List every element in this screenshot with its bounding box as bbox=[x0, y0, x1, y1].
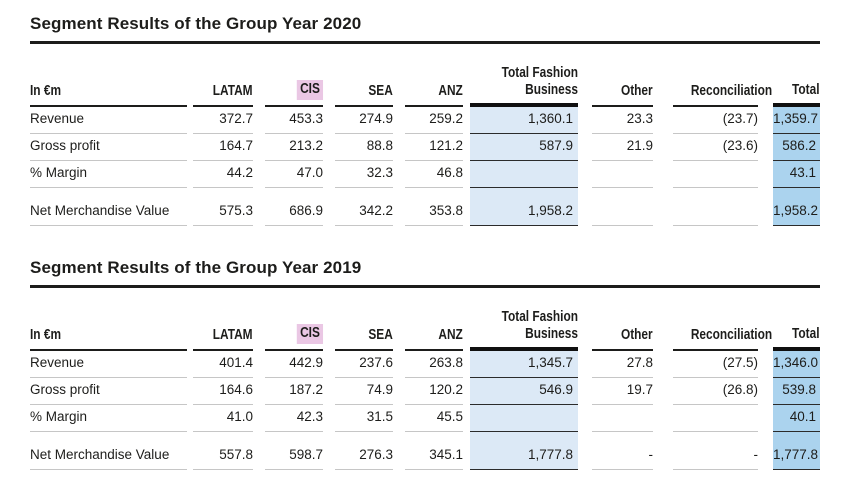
column-gap bbox=[578, 351, 592, 378]
column-header-latam: LATAM bbox=[193, 44, 253, 107]
value-cell: 259.2 bbox=[405, 107, 463, 134]
column-gap bbox=[393, 405, 405, 432]
column-gap bbox=[323, 351, 335, 378]
column-gap bbox=[578, 405, 592, 432]
column-gap bbox=[463, 161, 470, 188]
column-gap bbox=[253, 351, 265, 378]
value-cell: 43.1 bbox=[773, 161, 820, 188]
value-cell: 276.3 bbox=[335, 432, 393, 470]
row-label: Revenue bbox=[30, 351, 187, 378]
column-gap bbox=[653, 161, 673, 188]
row-label: Gross profit bbox=[30, 134, 187, 161]
column-gap bbox=[393, 351, 405, 378]
column-gap bbox=[653, 107, 673, 134]
value-cell bbox=[673, 188, 758, 226]
column-gap bbox=[653, 351, 673, 378]
value-cell: 587.9 bbox=[470, 134, 578, 161]
value-cell: 539.8 bbox=[773, 378, 820, 405]
value-cell: 187.2 bbox=[265, 378, 323, 405]
value-cell bbox=[673, 161, 758, 188]
unit-label: In €m bbox=[30, 288, 187, 351]
column-header-other: Other bbox=[592, 288, 653, 351]
column-gap bbox=[758, 188, 773, 226]
value-cell: 23.3 bbox=[592, 107, 653, 134]
column-gap bbox=[463, 44, 470, 107]
column-header-total: Total bbox=[773, 44, 820, 107]
column-gap bbox=[393, 107, 405, 134]
column-gap bbox=[323, 432, 335, 470]
row-label: Net Merchandise Value bbox=[30, 432, 187, 470]
column-header-anz: ANZ bbox=[405, 288, 463, 351]
value-cell: 74.9 bbox=[335, 378, 393, 405]
value-cell: 19.7 bbox=[592, 378, 653, 405]
table-row bbox=[30, 351, 820, 378]
table-row bbox=[30, 405, 820, 432]
column-header-cis bbox=[265, 44, 323, 107]
column-gap bbox=[578, 288, 592, 351]
column-gap bbox=[393, 432, 405, 470]
column-gap bbox=[253, 107, 265, 134]
row-label: % Margin bbox=[30, 161, 187, 188]
column-gap bbox=[463, 134, 470, 161]
column-gap bbox=[323, 44, 335, 107]
value-cell bbox=[673, 405, 758, 432]
column-gap bbox=[463, 188, 470, 226]
segment-results-table-2020 bbox=[30, 44, 820, 226]
value-cell: (23.6) bbox=[673, 134, 758, 161]
value-cell bbox=[592, 405, 653, 432]
column-gap bbox=[253, 378, 265, 405]
table-row bbox=[30, 378, 820, 405]
value-cell: 31.5 bbox=[335, 405, 393, 432]
value-cell: 342.2 bbox=[335, 188, 393, 226]
column-gap bbox=[463, 405, 470, 432]
value-cell: 1,958.2 bbox=[773, 188, 820, 226]
value-cell: 586.2 bbox=[773, 134, 820, 161]
value-cell bbox=[592, 188, 653, 226]
column-gap bbox=[758, 378, 773, 405]
column-gap bbox=[393, 161, 405, 188]
column-gap bbox=[578, 107, 592, 134]
value-cell bbox=[592, 161, 653, 188]
column-gap bbox=[463, 378, 470, 405]
value-cell: 1,359.7 bbox=[773, 107, 820, 134]
table-title-2019: Segment Results of the Group Year 2019 bbox=[30, 258, 820, 288]
highlighted-column-label: CIS bbox=[297, 80, 323, 100]
value-cell: 237.6 bbox=[335, 351, 393, 378]
column-gap bbox=[578, 432, 592, 470]
column-gap bbox=[253, 288, 265, 351]
column-gap bbox=[323, 188, 335, 226]
column-header-reconciliation: Reconciliation bbox=[673, 44, 758, 107]
column-gap bbox=[253, 188, 265, 226]
column-gap bbox=[253, 405, 265, 432]
table-row bbox=[30, 134, 820, 161]
column-gap bbox=[253, 432, 265, 470]
column-gap bbox=[758, 405, 773, 432]
header-row bbox=[30, 44, 820, 107]
value-cell: 1,777.8 bbox=[773, 432, 820, 470]
value-cell: 88.8 bbox=[335, 134, 393, 161]
table-title-2020: Segment Results of the Group Year 2020 bbox=[30, 14, 820, 44]
value-cell: 557.8 bbox=[193, 432, 253, 470]
column-gap bbox=[578, 134, 592, 161]
row-label: Net Merchandise Value bbox=[30, 188, 187, 226]
value-cell: 353.8 bbox=[405, 188, 463, 226]
column-header-cis bbox=[265, 288, 323, 351]
value-cell: 1,345.7 bbox=[470, 351, 578, 378]
value-cell: 263.8 bbox=[405, 351, 463, 378]
value-cell bbox=[470, 405, 578, 432]
column-gap bbox=[653, 134, 673, 161]
value-cell: 401.4 bbox=[193, 351, 253, 378]
value-cell: 1,777.8 bbox=[470, 432, 578, 470]
column-gap bbox=[653, 378, 673, 405]
column-gap bbox=[253, 161, 265, 188]
table-row bbox=[30, 432, 820, 470]
column-gap bbox=[758, 107, 773, 134]
column-gap bbox=[253, 134, 265, 161]
column-gap bbox=[578, 188, 592, 226]
value-cell: 274.9 bbox=[335, 107, 393, 134]
value-cell: 120.2 bbox=[405, 378, 463, 405]
table-row bbox=[30, 188, 820, 226]
column-header-total-fashion-business: Total Fashion Business bbox=[470, 288, 578, 351]
column-gap bbox=[758, 134, 773, 161]
value-cell: (23.7) bbox=[673, 107, 758, 134]
value-cell: 598.7 bbox=[265, 432, 323, 470]
segment-results-table-2019 bbox=[30, 288, 820, 470]
value-cell: (27.5) bbox=[673, 351, 758, 378]
column-gap bbox=[463, 432, 470, 470]
value-cell: 121.2 bbox=[405, 134, 463, 161]
column-gap bbox=[578, 161, 592, 188]
value-cell: 575.3 bbox=[193, 188, 253, 226]
value-cell: - bbox=[673, 432, 758, 470]
value-cell: 164.7 bbox=[193, 134, 253, 161]
column-header-other: Other bbox=[592, 44, 653, 107]
value-cell: 41.0 bbox=[193, 405, 253, 432]
value-cell: 46.8 bbox=[405, 161, 463, 188]
column-gap bbox=[463, 107, 470, 134]
value-cell: 21.9 bbox=[592, 134, 653, 161]
value-cell: 686.9 bbox=[265, 188, 323, 226]
column-gap bbox=[653, 288, 673, 351]
column-gap bbox=[323, 161, 335, 188]
column-header-reconciliation: Reconciliation bbox=[673, 288, 758, 351]
column-gap bbox=[578, 44, 592, 107]
value-cell: 45.5 bbox=[405, 405, 463, 432]
value-cell: 345.1 bbox=[405, 432, 463, 470]
column-gap bbox=[653, 188, 673, 226]
header-row bbox=[30, 288, 820, 351]
value-cell: 42.3 bbox=[265, 405, 323, 432]
value-cell: 32.3 bbox=[335, 161, 393, 188]
column-header-total-fashion-business: Total Fashion Business bbox=[470, 44, 578, 107]
column-gap bbox=[393, 288, 405, 351]
value-cell: 546.9 bbox=[470, 378, 578, 405]
value-cell: 164.6 bbox=[193, 378, 253, 405]
column-header-total: Total bbox=[773, 288, 820, 351]
unit-label: In €m bbox=[30, 44, 187, 107]
column-gap bbox=[758, 161, 773, 188]
table-row bbox=[30, 161, 820, 188]
value-cell: 453.3 bbox=[265, 107, 323, 134]
value-cell: 1,360.1 bbox=[470, 107, 578, 134]
column-gap bbox=[758, 432, 773, 470]
column-gap bbox=[393, 378, 405, 405]
row-label: % Margin bbox=[30, 405, 187, 432]
column-gap bbox=[393, 188, 405, 226]
column-gap bbox=[653, 405, 673, 432]
row-label: Revenue bbox=[30, 107, 187, 134]
value-cell: 44.2 bbox=[193, 161, 253, 188]
column-gap bbox=[758, 351, 773, 378]
column-header-sea: SEA bbox=[335, 44, 393, 107]
highlighted-column-label: CIS bbox=[297, 324, 323, 344]
value-cell bbox=[470, 161, 578, 188]
segment-table-2019 bbox=[30, 258, 820, 470]
column-gap bbox=[653, 44, 673, 107]
value-cell: 47.0 bbox=[265, 161, 323, 188]
value-cell: 213.2 bbox=[265, 134, 323, 161]
column-gap bbox=[323, 107, 335, 134]
column-gap bbox=[323, 134, 335, 161]
row-label: Gross profit bbox=[30, 378, 187, 405]
column-gap bbox=[463, 351, 470, 378]
segment-table-2020 bbox=[30, 14, 820, 226]
column-gap bbox=[323, 378, 335, 405]
value-cell: 442.9 bbox=[265, 351, 323, 378]
column-gap bbox=[653, 432, 673, 470]
column-gap bbox=[253, 44, 265, 107]
value-cell: 27.8 bbox=[592, 351, 653, 378]
column-gap bbox=[393, 44, 405, 107]
column-gap bbox=[463, 288, 470, 351]
value-cell: 40.1 bbox=[773, 405, 820, 432]
value-cell: 372.7 bbox=[193, 107, 253, 134]
column-gap bbox=[393, 134, 405, 161]
column-gap bbox=[323, 405, 335, 432]
column-gap bbox=[578, 378, 592, 405]
column-header-anz: ANZ bbox=[405, 44, 463, 107]
value-cell: (26.8) bbox=[673, 378, 758, 405]
value-cell: - bbox=[592, 432, 653, 470]
column-header-sea: SEA bbox=[335, 288, 393, 351]
value-cell: 1,346.0 bbox=[773, 351, 820, 378]
column-gap bbox=[323, 288, 335, 351]
table-row bbox=[30, 107, 820, 134]
value-cell: 1,958.2 bbox=[470, 188, 578, 226]
column-header-latam: LATAM bbox=[193, 288, 253, 351]
